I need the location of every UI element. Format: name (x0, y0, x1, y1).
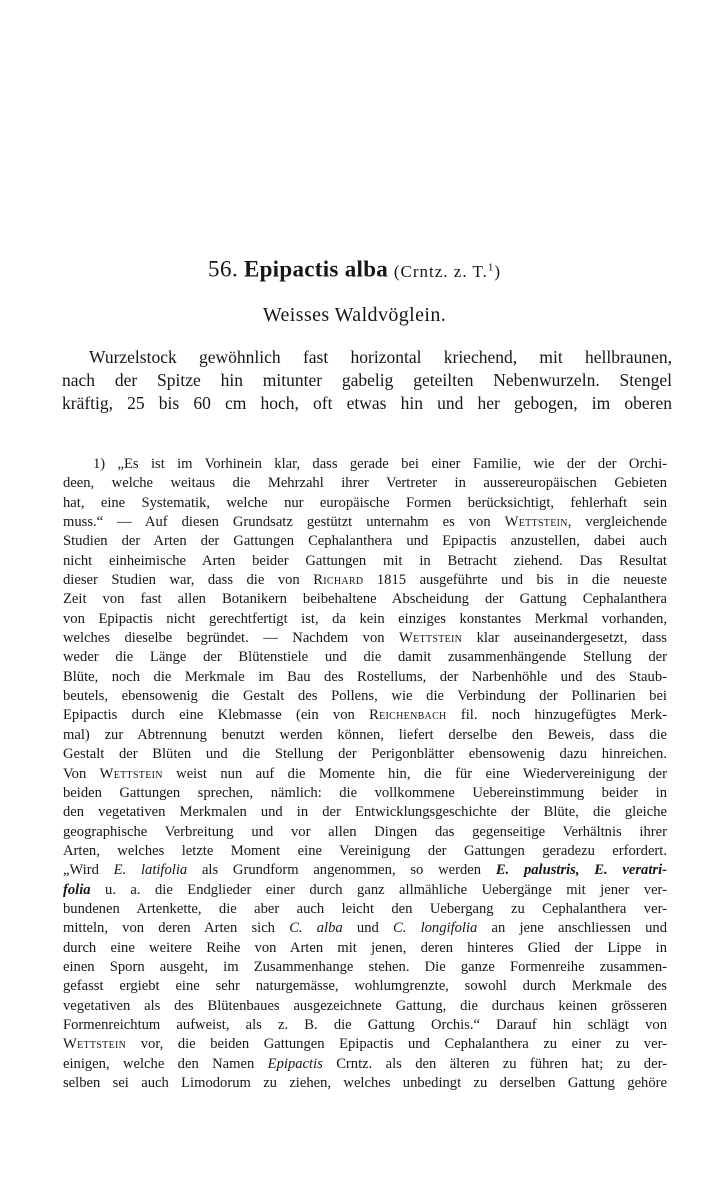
footnote-text: Epipactis durch eine Klebmasse (ein von (63, 707, 370, 724)
footnote-line: mal) zur Abtrennung benutzt werden können, liefert derselbe den Beweis, dass die (63, 726, 667, 743)
footnote-line (63, 706, 667, 725)
footnote-text: vor, die beiden Gattungen Epipactis und Cephalanthera zu einer zu ver- (126, 1036, 667, 1053)
author-name: Richard (313, 572, 364, 589)
author-name: Reichenbach (369, 707, 447, 724)
footnote-text: Crntz. als den älteren zu führen hat; zu der- (322, 1055, 668, 1072)
footnote-line (63, 629, 667, 648)
footnote-line (63, 1055, 667, 1074)
author-name: Wettstein (504, 514, 568, 531)
footnote-line (63, 571, 667, 590)
footnote-text: „Wird (63, 862, 114, 879)
species-italic: Epipactis (267, 1055, 323, 1072)
species-italic-bold: folia (63, 881, 91, 898)
footnote-line: vegetativen als des Blütenbaues ausgezeichnete Gattung, die durchaus keinen grösseren (63, 997, 667, 1014)
footnote-line: Zeit von fast allen Botanikern beibehaltene Abscheidung der Gattung Cephalanthera (63, 591, 667, 608)
footnote-line (63, 513, 667, 532)
footnote-line: den vegetativen Merkmalen und in der Entwicklungsgeschichte der Blüte, die gleiche (63, 804, 667, 821)
footnote-line: Formenreichtum aufweist, als z. B. die Gattung Orchis.“ Darauf hin schlägt von (63, 1016, 667, 1033)
footnote-text: muss.“ — Auf diesen Grundsatz gestützt unternahm es von (63, 514, 505, 531)
footnote-text: dieser Studien war, dass die von (63, 572, 314, 589)
species-heading (0, 252, 709, 287)
footnote-line (63, 881, 667, 900)
author-name: Wettstein (399, 630, 463, 647)
footnote-text: weist nun auf die Momente hin, die für eine Wiedervereinigung der (162, 765, 667, 782)
footnote-text: als Grundform angenommen, so werden (187, 862, 496, 879)
footnote-line: hat, eine Systematik, welche nur europäische Formen berücksichtigt, fehlerhaft sein (63, 494, 667, 511)
footnote-text: einigen, welche den Namen (63, 1055, 268, 1072)
species-name: Epipactis alba (243, 256, 389, 282)
footnote-line (63, 1035, 667, 1054)
common-name: Weisses Waldvöglein. (262, 304, 447, 326)
footnote-line: deen, welche weitaus die Mehrzahl ihrer Vertreter in aussereuropäischen Gebieten (63, 475, 667, 492)
footnote-line: Studien der Arten der Gattungen Cephalanthera und Epipactis anzustellen, dabei auch (63, 533, 667, 550)
footnote-text: u. a. die Endglieder einer durch ganz allmähliche Uebergänge mit jener ver- (90, 881, 667, 898)
footnote-text: fil. noch hinzugefügtes Merk- (446, 707, 667, 724)
footnote-line: geographische Verbreitung und vor allen Dingen das gegenseitige Verhältnis ihrer (63, 823, 667, 840)
author-close-paren: ) (494, 261, 502, 281)
species-number: 56. (207, 256, 239, 282)
footnote-marker: 1 (487, 261, 495, 273)
footnote-text: und (342, 920, 393, 937)
footnote-line: weder die Länge der Blütenstiele und die damit zusammenhängende Stellung der (63, 649, 667, 666)
footnote-line: bundenen Artenkette, die aber auch leicht den Uebergang zu Cephalanthera ver- (63, 900, 667, 917)
footnote-text: klar auseinandergesetzt, dass (462, 630, 667, 647)
footnote-line: Arten, welches letzte Moment eine Vereinigung der Gattungen geradezu erfordert. (63, 842, 667, 859)
footnote-line (63, 919, 667, 938)
species-italic: C. longifolia (393, 920, 478, 937)
footnote-line: von Epipactis nicht gerechtfertigt ist, da kein einziges konstantes Merkmal vorhanden, (63, 610, 667, 627)
footnote-line: 1) „Es ist im Vorhinein klar, dass gerade bei einer Familie, wie der der Orchi- (93, 456, 667, 472)
footnote-line: beiden Gattungen sprechen, nämlich: die vollkommene Uebereinstimmung beider in (63, 784, 667, 801)
footnote-text: , vergleichende (567, 514, 667, 531)
footnote (63, 455, 667, 1093)
footnote-text: welches dieselbe begründet. — Nachdem von (63, 630, 400, 647)
species-italic: E. latifolia (113, 862, 188, 879)
species-author (394, 262, 501, 281)
species-italic-bold: E. palustris, E. veratri- (495, 862, 667, 879)
footnote-line: selben sei auch Limodorum zu ziehen, welches unbedingt zu derselben Gattung gehöre (63, 1075, 667, 1091)
author-name: Wettstein (99, 765, 163, 782)
footnote-text: Von (63, 765, 100, 782)
footnote-text: an jene anschliessen und (477, 920, 668, 937)
author-abbreviation: (Crntz. z. T. (393, 261, 488, 281)
footnote-line (63, 861, 667, 880)
footnote-line: Gestalt der Blüten und die Stellung der Perigonblätter ebensowenig dazu hinreichen. (63, 746, 667, 763)
footnote-text: mitteln, von deren Arten sich (63, 920, 290, 937)
footnote-line: beutels, ebensowenig die Gestalt des Pollens, wie die Verbindung der Pollinarien bei (63, 688, 667, 705)
footnote-line: nicht einheimische Arten beider Gattungen mit in Betracht ziehend. Das Resultat (63, 552, 667, 569)
footnote-line (63, 765, 667, 784)
footnote-text: 1815 ausgeführte und bis in die neueste (363, 572, 667, 589)
text-line: Wurzelstock gewöhnlich fast horizontal kriechend, mit hellbraunen, (89, 347, 672, 367)
main-description (62, 346, 672, 415)
author-name: Wettstein (63, 1036, 127, 1053)
footnote-line: gefasst ergiebt eine sehr naturgemässe, wohlumgrenzte, sowohl durch Merkmale des (63, 978, 667, 995)
footnote-line: durch eine weitere Reihe von Arten mit jenen, deren hinteres Glied der Lippe in (63, 939, 667, 956)
footnote-line: Blüte, noch die Merkmale im Bau des Rostellums, der Narbenhöhle und des Staub- (63, 668, 667, 685)
species-italic: C. alba (289, 920, 343, 937)
footnote-line: einen Sporn ausgeht, im Zusammenhange stehen. Die ganze Formenreihe zusammen- (63, 958, 667, 975)
text-line: nach der Spitze hin mitunter gabelig geteilten Nebenwurzeln. Stengel (62, 370, 672, 390)
text-line: kräftig, 25 bis 60 cm hoch, oft etwas hin und her gebogen, im oberen (62, 393, 672, 413)
